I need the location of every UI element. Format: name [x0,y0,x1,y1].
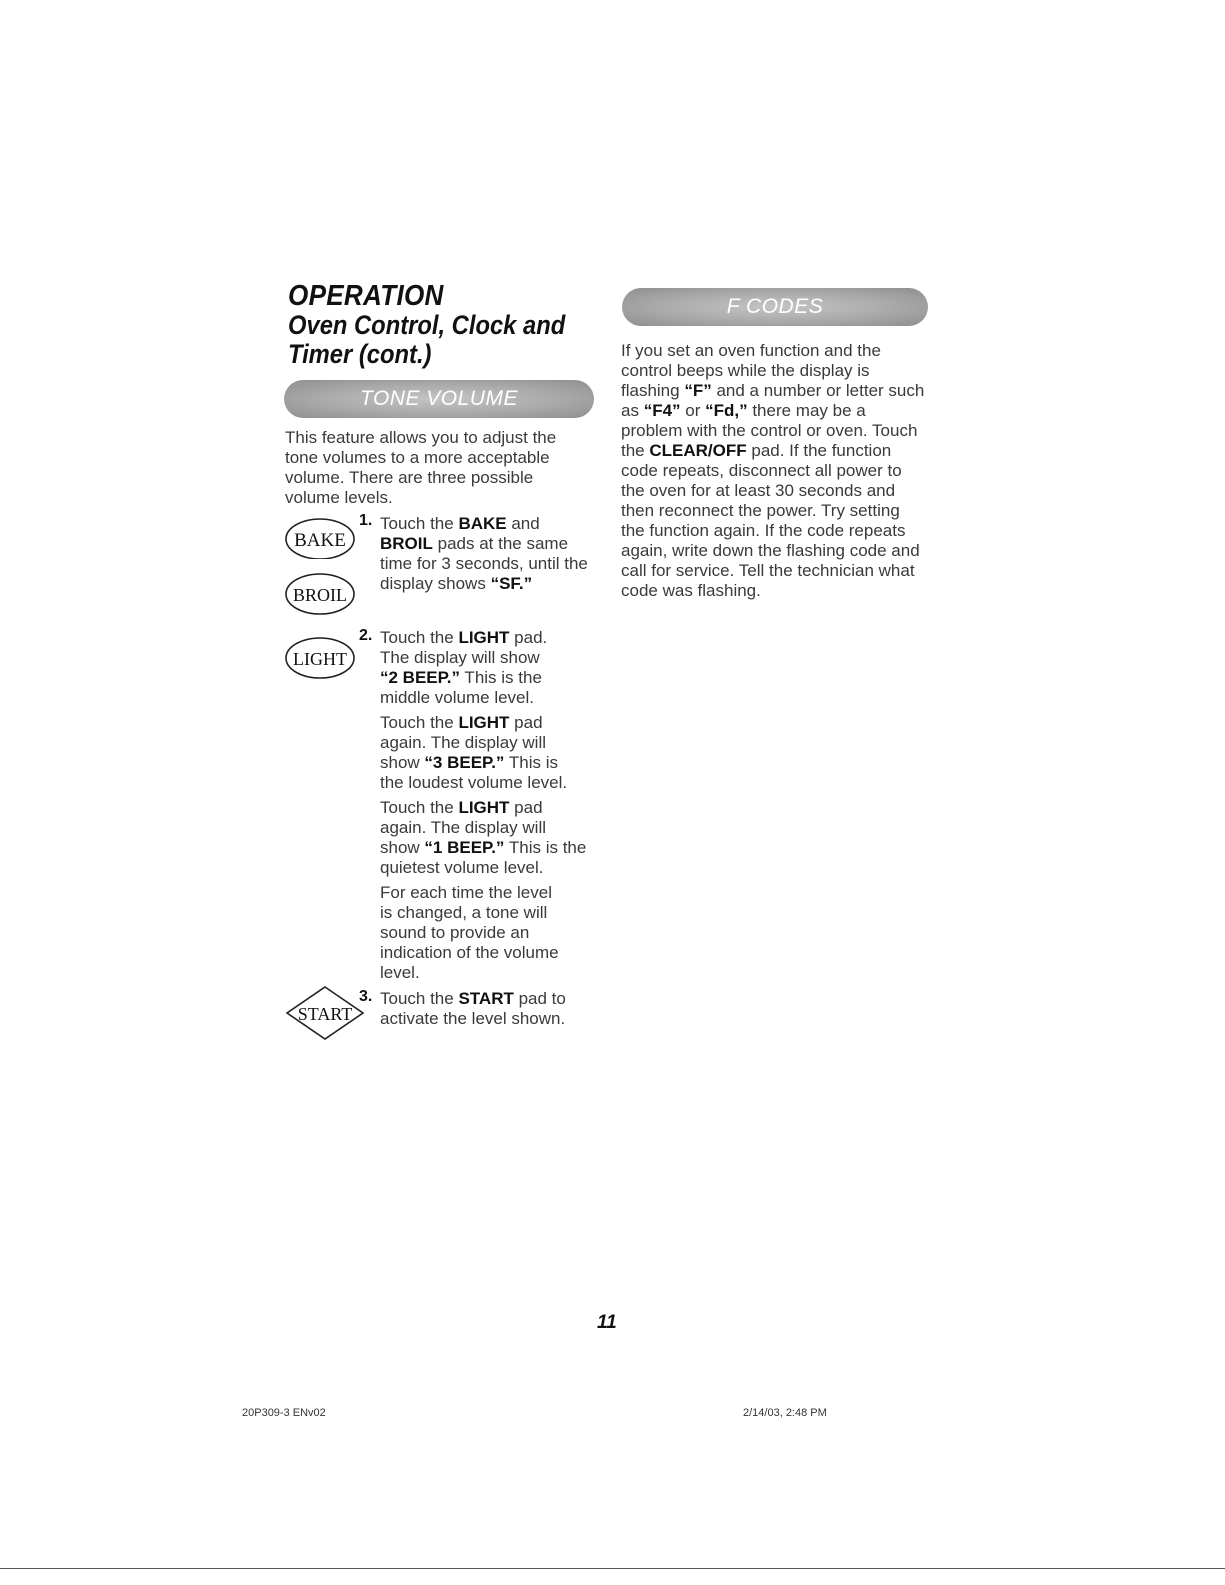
footer-doc-code: 20P309-3 ENv02 [242,1407,326,1419]
broil-pad-label: BROIL [293,585,347,605]
step-1-number: 1. [359,512,373,529]
f-codes-banner-label: F CODES [726,295,824,318]
step-1-text: Touch the BAKE and BROIL pads at the same time for 3 seconds, until the display shows “SF.” [380,514,588,593]
broil-pad-icon [284,572,356,616]
footer-timestamp: 2/14/03, 2:48 PM [743,1407,827,1419]
tone-volume-banner-label: TONE VOLUME [360,387,518,410]
bake-pad-icon [284,515,356,559]
f-codes-text: If you set an oven function and the control beeps while the display is flashing “F” and a number or letter such as “F4” or “Fd,” there may be a problem with the control or oven. Touch the CLEAR/OFF pad. If the function code repeats, disconnect all power to the oven for at least 30 seconds and then reconnect the power. Try setting the function again. If the code repeats again, write down the flashing code and call for service. Tell the technician what code was flashing. [621,341,925,600]
light-pad-icon [284,636,356,680]
step-2-text: Touch the LIGHT pad. The display will show “2 BEEP.” This is the middle volume level. [380,628,548,707]
start-pad-label: START [297,1004,353,1024]
light-pad-label: LIGHT [293,649,347,669]
start-pad-icon [283,985,367,1041]
page-subtitle: Oven Control, Clock and Timer (cont.) [288,310,566,369]
step-2-paragraph-note: For each time the level is changed, a tone will sound to provide an indication of the volume level. [380,883,559,982]
tone-volume-banner [284,380,594,418]
step-2-paragraph-loud: Touch the LIGHT pad again. The display will show “3 BEEP.” This is the loudest volume level. [380,713,568,792]
tone-volume-intro: This feature allows you to adjust the tone volumes to a more acceptable volume. There are three possible volume levels. [285,428,557,507]
f-codes-banner [622,288,928,326]
bake-pad-label: BAKE [294,530,346,551]
step-2-paragraph-quiet: Touch the LIGHT pad again. The display will show “1 BEEP.” This is the quietest volume level. [380,798,587,877]
step-3-number: 3. [359,988,373,1005]
step-3-text: Touch the START pad to activate the level shown. [380,989,566,1028]
step-2-number: 2. [359,627,373,644]
section-title: OPERATION [288,280,444,312]
bottom-rule [0,1568,1225,1569]
page-number: 11 [597,1312,617,1333]
